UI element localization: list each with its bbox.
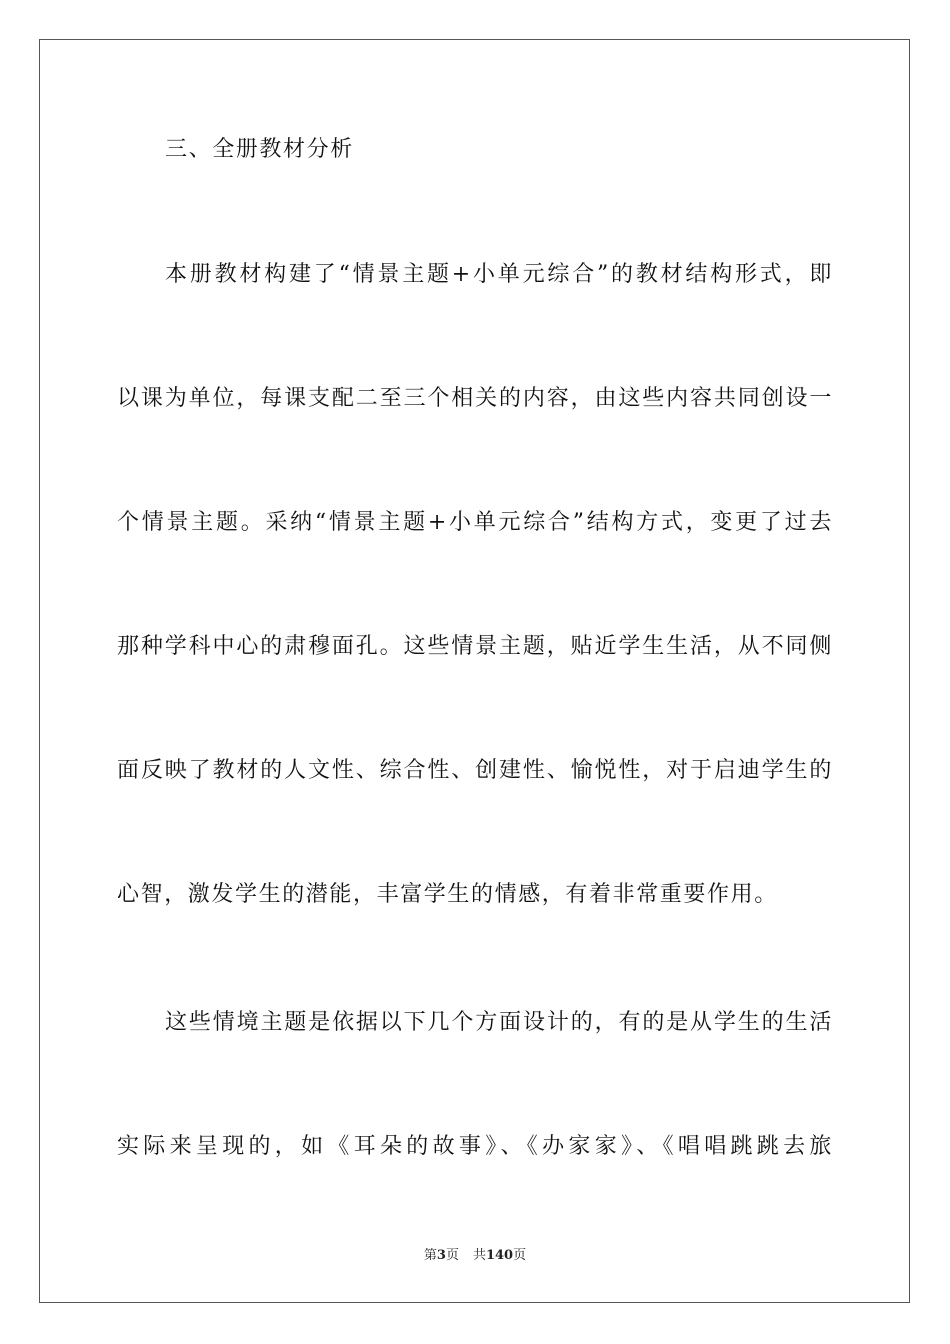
- paragraph-2-line-1: 这些情境主题是依据以下几个方面设计的，有的是从学生的生活: [165, 1010, 833, 1035]
- page-suffix: 页: [445, 1248, 459, 1263]
- page-border: [39, 39, 910, 1303]
- paragraph-1-line-3: 个情景主题。采纳“情景主题+小单元综合”结构方式，变更了过去: [117, 510, 833, 535]
- page-prefix: 第: [423, 1248, 437, 1263]
- paragraph-1-line-1: 本册教材构建了“情景主题+小单元综合”的教材结构形式，即: [165, 262, 833, 287]
- page-footer: [0, 1247, 950, 1265]
- section-heading: 三、全册教材分析: [165, 137, 354, 162]
- paragraph-1-line-4: 那种学科中心的肃穆面孔。这些情景主题，贴近学生生活，从不同侧: [117, 634, 833, 659]
- total-suffix: 页: [513, 1248, 527, 1263]
- paragraph-1-line-5: 面反映了教材的人文性、综合性、创建性、愉悦性，对于启迪学生的: [117, 758, 833, 783]
- paragraph-1-line-6: 心智，激发学生的潜能，丰富学生的情感，有着非常重要作用。: [117, 882, 778, 907]
- page-number: 3: [436, 1248, 446, 1263]
- total-prefix: 共: [472, 1248, 486, 1263]
- total-pages: 140: [485, 1248, 514, 1263]
- paragraph-1-line-2: 以课为单位，每课支配二至三个相关的内容，由这些内容共同创设一: [117, 386, 833, 411]
- paragraph-2-line-2: 实际来呈现的，如《耳朵的故事》、《办家家》、《唱唱跳跳去旅: [117, 1134, 833, 1159]
